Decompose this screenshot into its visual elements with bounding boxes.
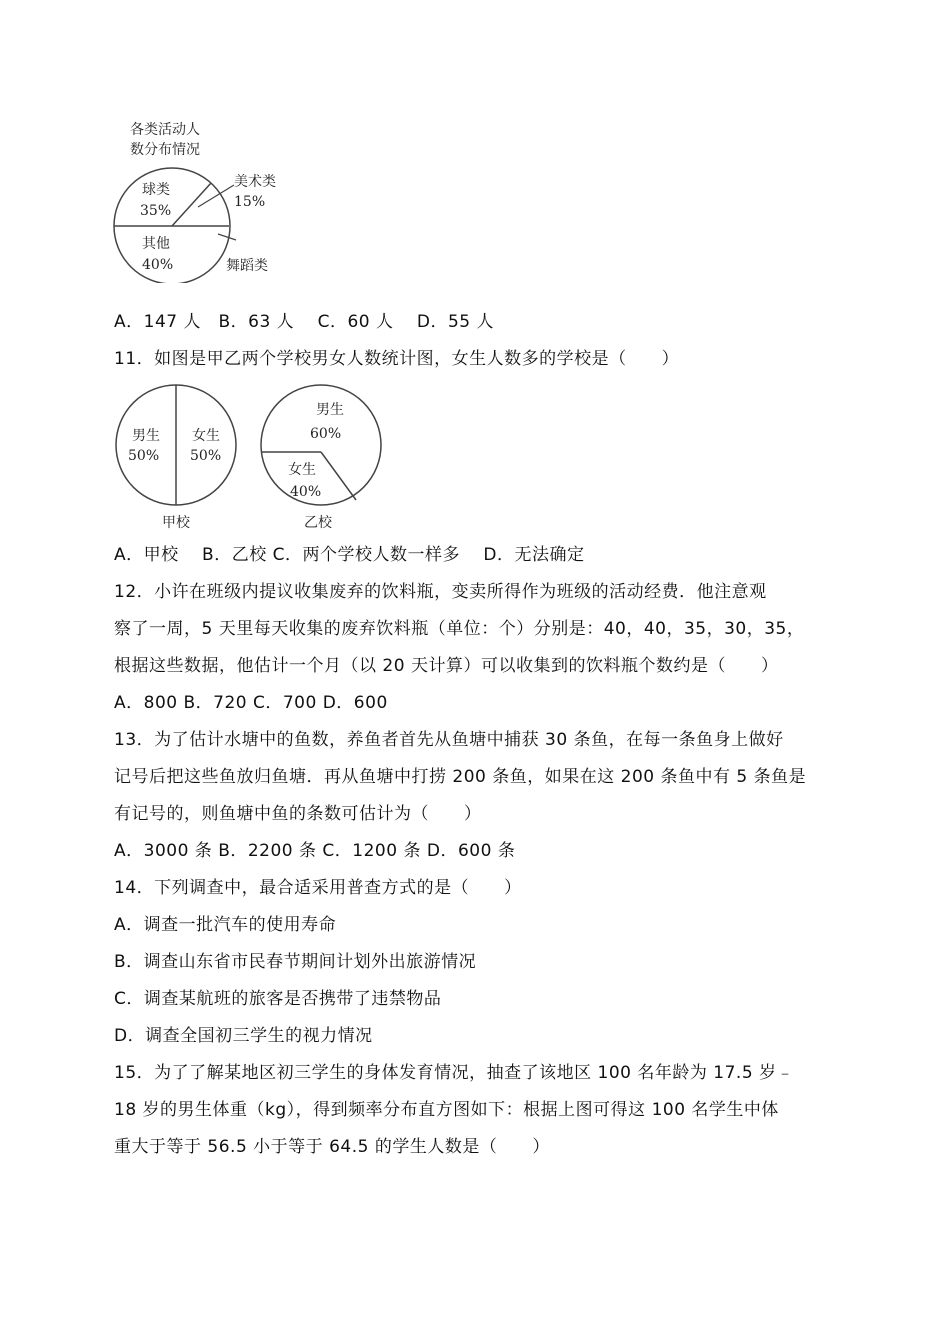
school-b-pie-figure	[256, 383, 386, 537]
q13-line3: 有记号的，则鱼塘中鱼的条数可估计为（ ）	[114, 804, 482, 824]
q12-line1: 12．小许在班级内提议收集废弃的饮料瓶，变卖所得作为班级的活动经费．他注意观	[114, 582, 767, 602]
slice-label-art: 美术类	[234, 174, 276, 190]
q13-line2: 记号后把这些鱼放归鱼塘．再从鱼塘中打捞 200 条鱼，如果在这 200 条鱼中有 5 条鱼是	[114, 767, 807, 787]
pie-leader-dance	[218, 234, 236, 240]
pie-title-line2: 数分布情况	[130, 142, 200, 158]
slice-label-ball: 球类	[142, 182, 170, 198]
q14-stem: 14．下列调查中，最合适采用普查方式的是（ ）	[114, 878, 522, 898]
q15-line1: 15．为了了解某地区初三学生的身体发育情况，抽查了该地区 100 名年龄为 17.5 岁﹣	[114, 1063, 795, 1083]
school-a-girls-pct: 50%	[190, 448, 222, 464]
q14-option-d: D．调查全国初三学生的视力情况	[114, 1026, 373, 1046]
slice-label-other: 其他	[142, 236, 170, 252]
q14-option-a: A．调查一批汽车的使用寿命	[114, 915, 337, 935]
slice-pct-ball: 35%	[140, 203, 172, 219]
q15-line3: 重大于等于 56.5 小于等于 64.5 的学生人数是（ ）	[114, 1137, 550, 1157]
q14-option-c: C．调查某航班的旅客是否携带了违禁物品	[114, 989, 442, 1009]
activities-pie-svg	[108, 118, 298, 283]
slice-pct-art: 15%	[234, 194, 266, 210]
q14-option-b: B．调查山东省市民春节期间计划外出旅游情况	[114, 952, 477, 972]
school-b-caption: 乙校	[304, 515, 332, 531]
school-b-girls-label: 女生	[288, 462, 316, 478]
school-a-caption: 甲校	[162, 515, 190, 531]
school-a-boys-label: 男生	[132, 428, 160, 444]
school-a-boys-pct: 50%	[128, 448, 160, 464]
school-b-divider-right	[321, 452, 356, 500]
school-a-girls-label: 女生	[192, 428, 220, 444]
q12-line3: 根据这些数据，他估计一个月（以 20 天计算）可以收集到的饮料瓶个数约是（ ）	[114, 656, 779, 676]
school-b-girls-pct: 40%	[290, 484, 322, 500]
school-b-pie-svg	[256, 383, 386, 533]
q13-options: A．3000 条 B．2200 条 C．1200 条 D．600 条	[114, 841, 516, 861]
q15-line2: 18 岁的男生体重（kg），得到频率分布直方图如下：根据上图可得这 100 名学生中体	[114, 1100, 779, 1120]
school-b-boys-label: 男生	[316, 402, 344, 418]
school-a-pie-figure	[112, 383, 242, 537]
q13-line1: 13．为了估计水塘中的鱼数，养鱼者首先从鱼塘中捕获 30 条鱼，在每一条鱼身上做好	[114, 730, 784, 750]
school-b-boys-pct: 60%	[310, 426, 342, 442]
pie-title-line1: 各类活动人	[130, 122, 200, 138]
q11-stem: 11．如图是甲乙两个学校男女人数统计图，女生人数多的学校是（ ）	[114, 349, 680, 369]
school-a-pie-svg	[112, 383, 242, 533]
slice-label-dance: 舞蹈类	[226, 258, 268, 274]
q12-line2: 察了一周，5 天里每天收集的废弃饮料瓶（单位：个）分别是：40，40，35，30，35，	[114, 619, 805, 639]
q10-options: A．147 人 B．63 人 C．60 人 D．55 人	[114, 312, 495, 332]
q12-options: A．800 B．720 C．700 D．600	[114, 693, 388, 713]
pie-divider-upper	[172, 183, 211, 226]
q11-options: A．甲校 B．乙校 C．两个学校人数一样多 D．无法确定	[114, 545, 585, 565]
activities-pie-figure	[108, 118, 298, 287]
slice-pct-other: 40%	[142, 257, 174, 273]
